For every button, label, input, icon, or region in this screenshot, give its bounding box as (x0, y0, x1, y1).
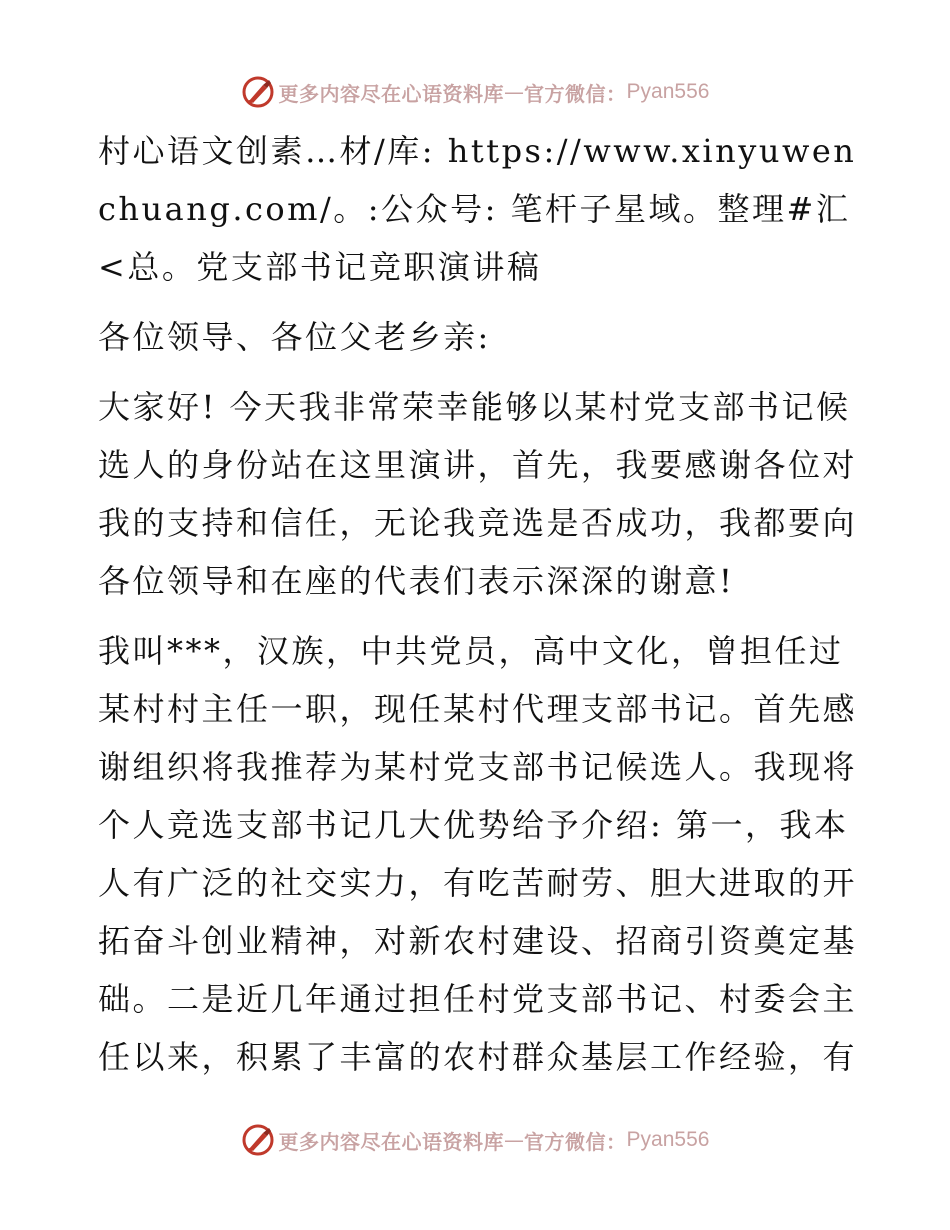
salutation-paragraph: 各位领导、各位父老乡亲: (98, 318, 491, 356)
banner-wechat-id: Pyan556 (626, 1128, 710, 1151)
greeting-paragraph: 大家好! 今天我非常荣幸能够以某村党支部书记候选人的身份站在这里演讲，首先，我要感谢各位对我的支持和信任，无论我竞选是否成功，我都要向各位领导和在座的代表们表示深深的谢意! (98, 388, 858, 600)
pen-logo-icon (241, 75, 275, 109)
self-introduction-paragraph: 我叫***，汉族，中共党员，高中文化，曾担任过某村村主任一职，现任某村代理支部书记。首先感谢组织将我推荐为某村党支部书记候选人。我现将个人竞选支部书记几大优势给予介绍: 第一，我本人有广泛的社交实力，有吃苦耐劳、胆大进取的开拓奋斗创业精神，对新农村建设、招商引资奠定基础。二是近几年通过担任村党支部书记、村委会主任以来，积累了丰富的农村群众基层工作经验，有 (98, 632, 858, 1076)
banner-suffix: 官方微信： (524, 81, 627, 106)
pen-logo-icon (241, 1123, 275, 1157)
banner-dash: — (504, 1128, 525, 1152)
banner-suffix: 官方微信： (524, 1129, 627, 1154)
document-title-paragraph: 村心语文创素…材/库: https://www.xinyuwenchuang.com/。:公众号: 笔杆子星域。整理#汇<总。党支部书记竞职演讲稿 (98, 132, 857, 286)
banner-text: 更多内容尽在心语资料库 (278, 81, 505, 106)
banner-text: 更多内容尽在心语资料库 (278, 1129, 505, 1154)
header-banner (0, 72, 950, 112)
footer-banner (0, 1120, 950, 1160)
document-body (98, 122, 858, 1098)
banner-wechat-id: Pyan556 (626, 80, 710, 103)
banner-dash: — (504, 80, 525, 104)
